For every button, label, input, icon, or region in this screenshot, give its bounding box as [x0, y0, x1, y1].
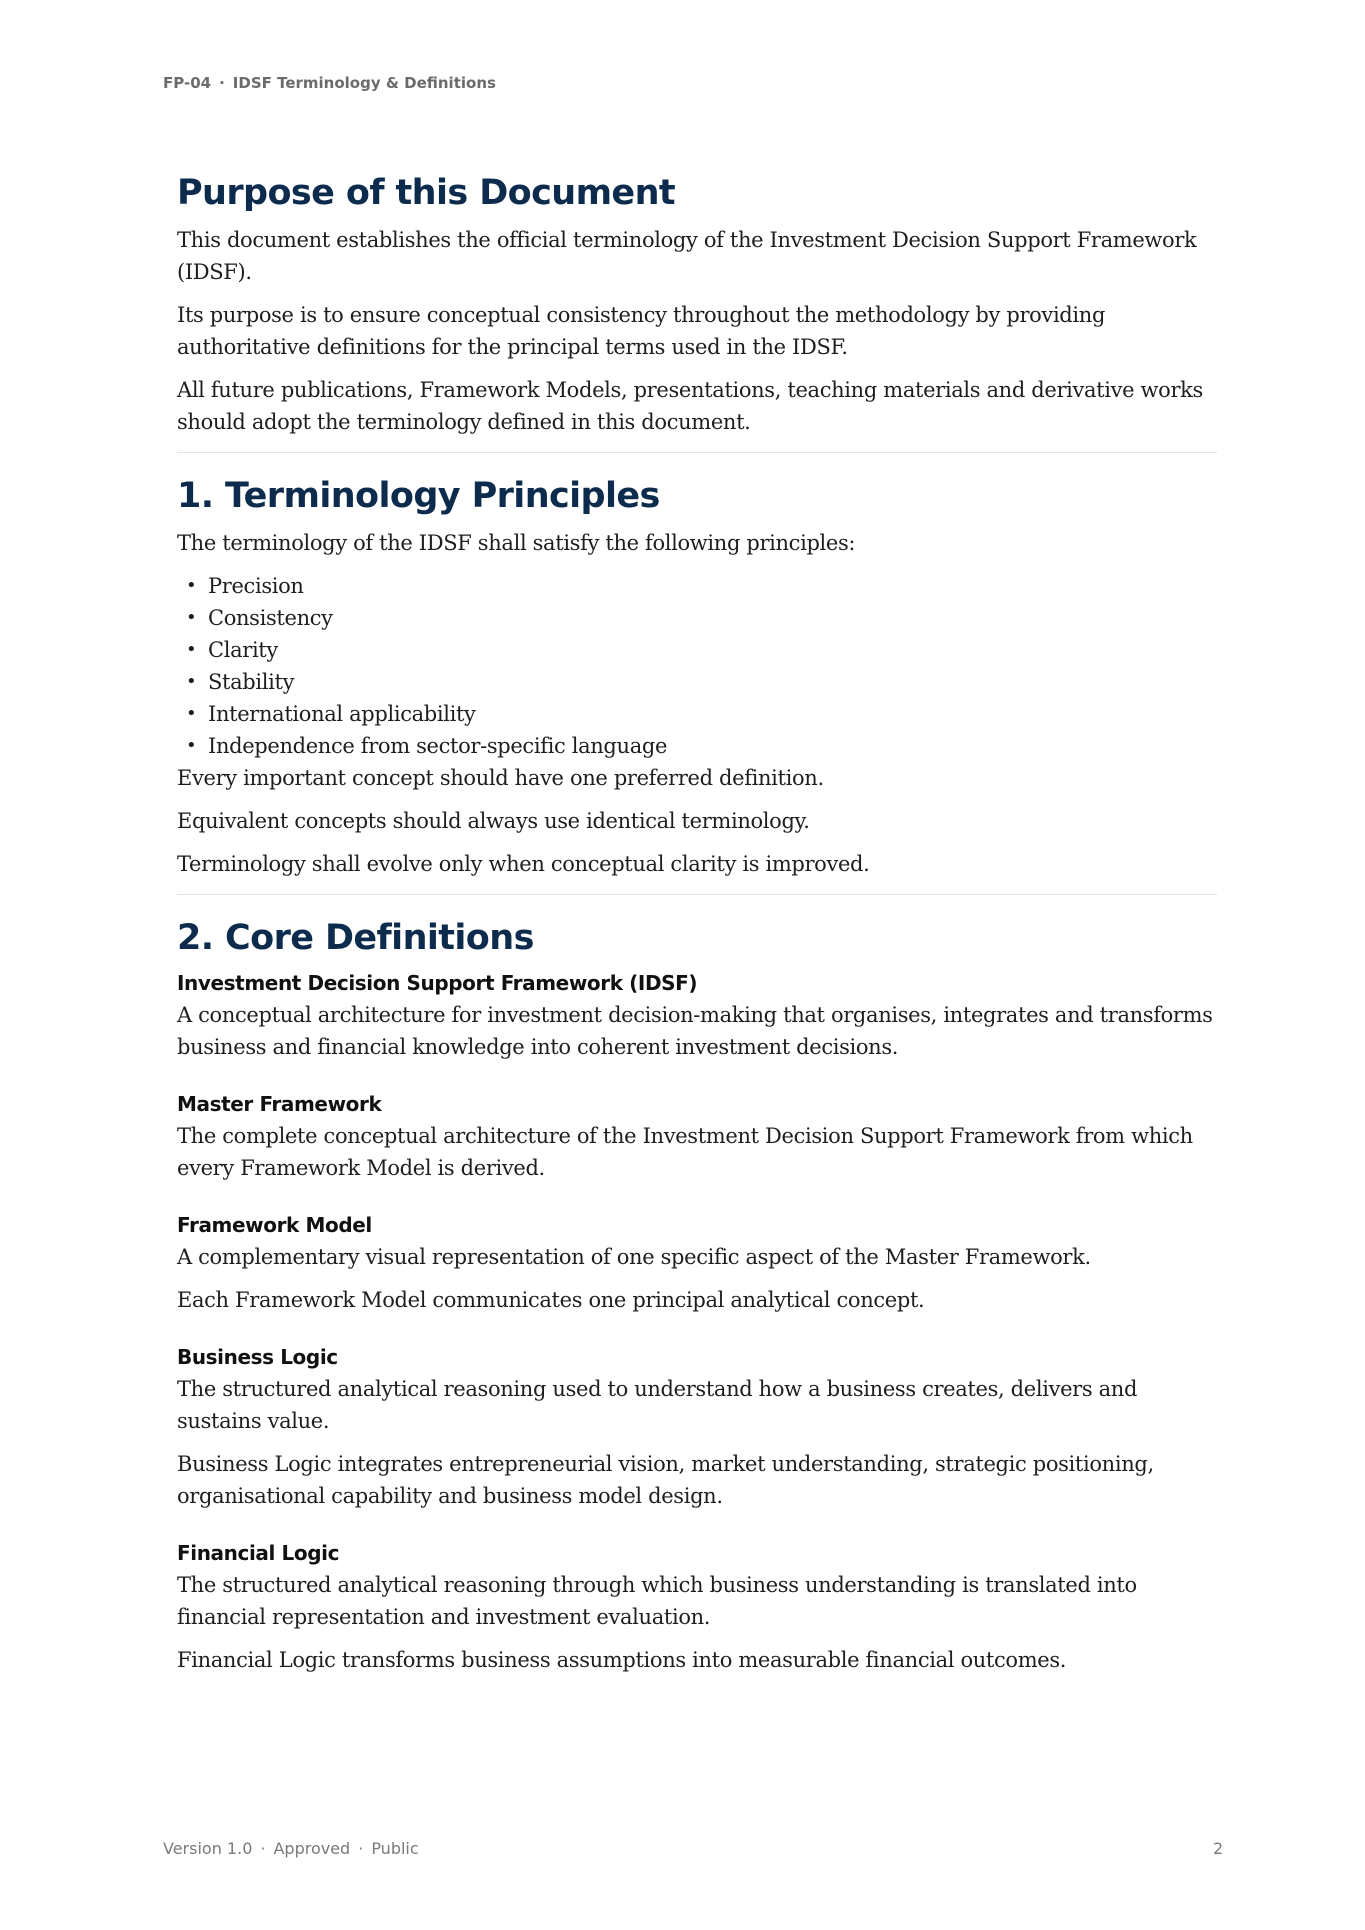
principle-item: [177, 570, 1217, 602]
term-definition: A complementary visual representation of one specific aspect of the Master Framework.: [177, 1245, 1091, 1269]
principle-item: [177, 730, 1217, 762]
term-definition: A conceptual architecture for investment decision-making that organises, integrates and transforms business and financial knowledge into coherent investment decisions.: [177, 1003, 1213, 1059]
definition-entry: [177, 969, 1217, 1063]
doc-code: FP-04: [163, 74, 212, 92]
purpose-paragraph: Its purpose is to ensure conceptual consistency throughout the methodology by providing authoritative definitions for the principal terms used in the IDSF.: [177, 303, 1106, 359]
term-title: Investment Decision Support Framework (IDSF): [177, 971, 698, 995]
term-definition: The structured analytical reasoning through which business understanding is translated into financial representation and investment evaluation.: [177, 1573, 1137, 1629]
term-definition: Each Framework Model communicates one principal analytical concept.: [177, 1288, 925, 1312]
principles-closing: Every important concept should have one preferred definition.: [177, 766, 824, 790]
principle-label: Precision: [208, 574, 304, 598]
footer-separator: ·: [358, 1839, 364, 1858]
purpose-paragraph: All future publications, Framework Models, presentations, teaching materials and derivative works should adopt the terminology defined in this document.: [177, 378, 1203, 434]
header-separator: ·: [219, 74, 225, 92]
section-divider: [177, 894, 1217, 895]
doc-title: IDSF Terminology & Definitions: [232, 74, 496, 92]
bullet-icon: •: [186, 639, 197, 660]
footer-version: Version 1.0: [163, 1839, 253, 1858]
principle-item: [177, 698, 1217, 730]
purpose-paragraph: This document establishes the official terminology of the Investment Decision Support Framework (IDSF).: [177, 228, 1197, 284]
principles-intro: The terminology of the IDSF shall satisfy the following principles:: [177, 531, 856, 555]
principle-label: International applicability: [208, 702, 476, 726]
definition-entry: [177, 1343, 1217, 1512]
footer-classification: Public: [371, 1839, 419, 1858]
principles-section: [177, 473, 1217, 880]
principles-heading: 1. Terminology Principles: [177, 476, 660, 516]
principles-list: [177, 570, 1217, 762]
running-header: [163, 74, 496, 92]
principle-item: [177, 666, 1217, 698]
term-definition: The complete conceptual architecture of the Investment Decision Support Framework from which every Framework Model is derived.: [177, 1124, 1193, 1180]
definition-entry: [177, 1090, 1217, 1184]
term-title: Financial Logic: [177, 1541, 340, 1565]
bullet-icon: •: [186, 671, 197, 692]
bullet-icon: •: [186, 607, 197, 628]
term-title: Master Framework: [177, 1092, 382, 1116]
definition-entry: [177, 1539, 1217, 1676]
term-definition: Financial Logic transforms business assumptions into measurable financial outcomes.: [177, 1648, 1067, 1672]
definitions-section: [177, 915, 1217, 1676]
footer-separator: ·: [260, 1839, 266, 1858]
principle-label: Stability: [208, 670, 295, 694]
purpose-heading: Purpose of this Document: [177, 173, 676, 213]
principles-closing: Terminology shall evolve only when conceptual clarity is improved.: [177, 852, 870, 876]
term-title: Business Logic: [177, 1345, 338, 1369]
definitions-heading: 2. Core Definitions: [177, 918, 534, 958]
bullet-icon: •: [186, 575, 197, 596]
bullet-icon: •: [186, 735, 197, 756]
principle-label: Independence from sector-specific language: [208, 734, 668, 758]
page-footer: [163, 1839, 419, 1858]
section-divider: [177, 452, 1217, 453]
term-definition: Business Logic integrates entrepreneurial vision, market understanding, strategic positioning, organisational capability and business model design.: [177, 1452, 1154, 1508]
bullet-icon: •: [186, 703, 197, 724]
principle-label: Consistency: [208, 606, 333, 630]
document-body: [177, 170, 1217, 1687]
purpose-section: [177, 170, 1217, 438]
page-number: 2: [1213, 1839, 1224, 1858]
footer-status: Approved: [273, 1839, 351, 1858]
term-title: Framework Model: [177, 1213, 372, 1237]
term-definition: The structured analytical reasoning used to understand how a business creates, delivers and sustains value.: [177, 1377, 1138, 1433]
principle-label: Clarity: [208, 638, 278, 662]
definition-entry: [177, 1211, 1217, 1316]
principle-item: [177, 634, 1217, 666]
principles-closing: Equivalent concepts should always use identical terminology.: [177, 809, 810, 833]
principle-item: [177, 602, 1217, 634]
